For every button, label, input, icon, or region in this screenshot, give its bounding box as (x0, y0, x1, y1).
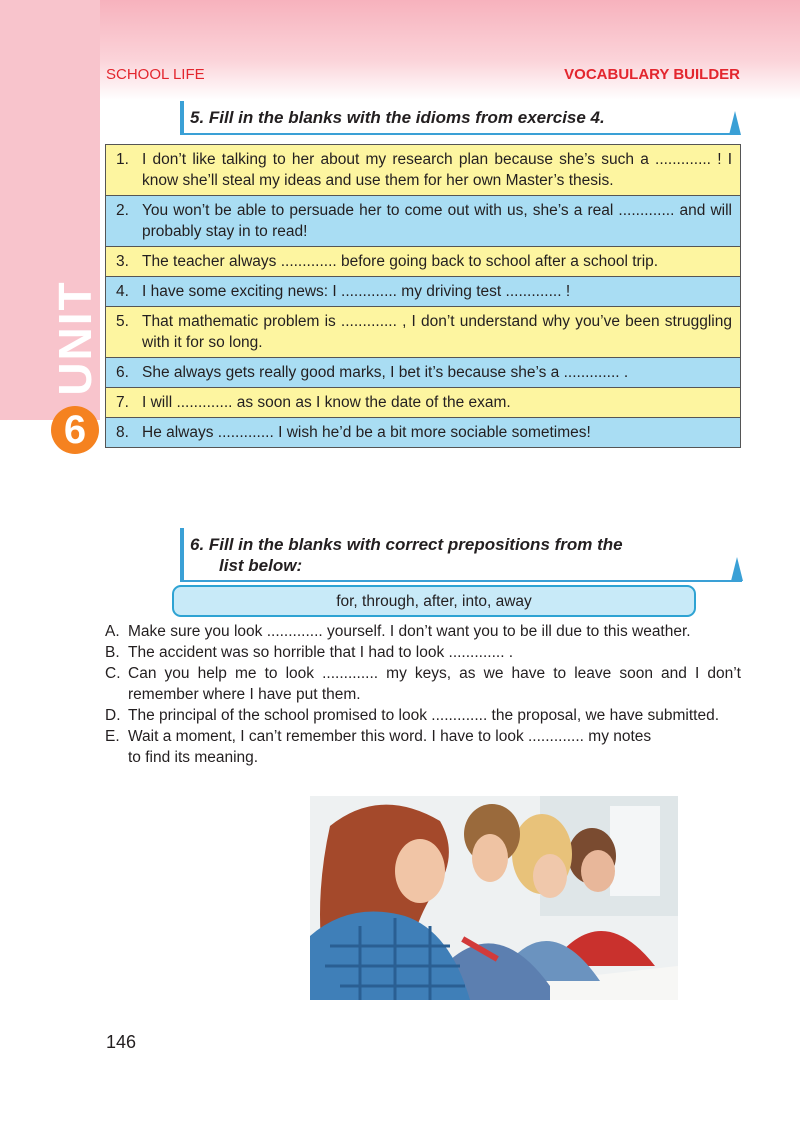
exercise-5-rule (180, 133, 736, 135)
preposition-word-list: for, through, after, into, away (172, 585, 696, 617)
exercise-5-item: 3. The teacher always ............. before going back to school after a school trip. (106, 246, 740, 276)
page-number: 146 (106, 1032, 137, 1052)
exercise-5-item: 2. You won’t be able to persuade her to come out with us, she’s a real ............. and will probably stay in to read! (106, 195, 740, 246)
exercise-5-item: 8. He always ............. I wish he’d be a bit more sociable sometimes! (106, 417, 740, 447)
exercise-6-item: C. Can you help me to look ............. my keys, as we have to leave soon and I don’t remember where I have put them. (105, 665, 741, 703)
header-band (0, 0, 800, 100)
topic-title: VOCABULARY BUILDER (564, 66, 740, 83)
section-title: SCHOOL LIFE (106, 66, 205, 83)
exercise-5-marker (180, 101, 184, 133)
exercise-6-item: D. The principal of the school promised to look ............. the proposal, we have submitted. (105, 707, 720, 724)
exercise-6-title-line2: list below: (219, 556, 303, 575)
exercise-6-rule (180, 580, 742, 582)
students-writing-photo (310, 796, 678, 1000)
unit-number-badge: 6 (51, 406, 99, 454)
exercise-6-item: E. Wait a moment, I can’t remember this word. I have to look ............. my notes (105, 728, 652, 745)
exercise-5-item: 5. That mathematic problem is ............. , I don’t understand why you’ve been struggling with it for so long. (106, 306, 740, 357)
exercise-5-title: 5. Fill in the blanks with the idioms from exercise 4. (190, 108, 605, 127)
unit-label: UNIT (49, 280, 101, 396)
exercise-5-item: 7. I will ............. as soon as I know the date of the exam. (106, 387, 740, 417)
exercise-6-marker (180, 528, 184, 582)
exercise-5-corner (729, 111, 741, 135)
students-illustration (310, 796, 678, 1000)
exercise-6-title-line1: 6. Fill in the blanks with correct prepositions from the (190, 535, 623, 554)
exercise-6-item-continuation: to find its meaning. (128, 749, 259, 766)
exercise-5-item: 6. She always gets really good marks, I bet it’s because she’s a ............. . (106, 357, 740, 387)
exercise-6-corner (731, 557, 743, 581)
exercise-6-item: A. Make sure you look ............. yourself. I don’t want you to be ill due to this weather. (105, 623, 691, 640)
exercise-6-list (105, 621, 741, 768)
exercise-5-item: 1. I don’t like talking to her about my research plan because she’s such a ............. ! I know she’ll steal my ideas and use them for her own Master’s thesis. (106, 145, 740, 195)
exercise-6-item: B. The accident was so horrible that I had to look ............. . (105, 644, 514, 661)
exercise-5-table (105, 144, 741, 448)
exercise-5-item: 4. I have some exciting news: I ............. my driving test ............. ! (106, 276, 740, 306)
